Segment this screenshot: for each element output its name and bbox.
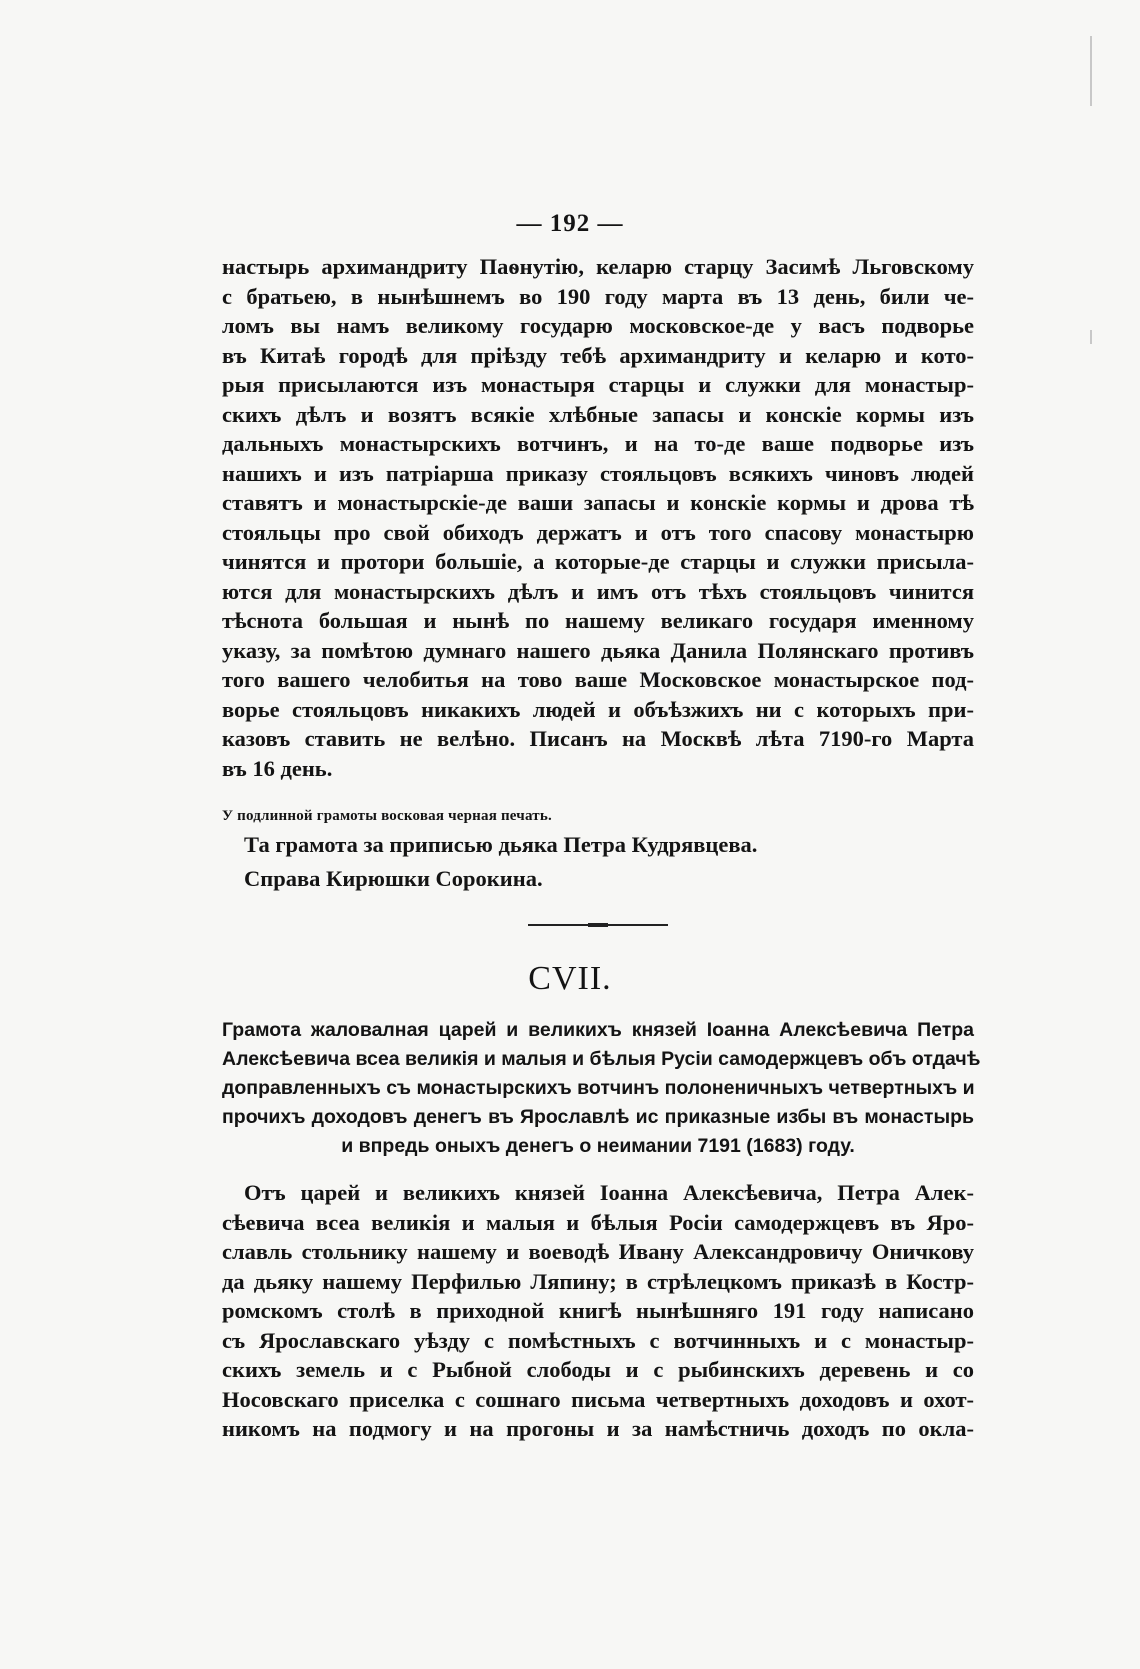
document-heading bbox=[222, 1016, 981, 1161]
text-line: скихъ дѣлъ и возятъ всякіе хлѣбные запасы и конскіе кормы изъ bbox=[222, 401, 974, 427]
text-line: скихъ земель и с Рыбной слободы и с рыбинскихъ деревень и со bbox=[222, 1357, 974, 1382]
text-line: нашихъ и изъ патріарша приказу стояльцовъ всякихъ чиновъ людей bbox=[222, 460, 974, 486]
scan-edge-mark bbox=[1090, 330, 1092, 344]
text-line: съ Ярославскаго уѣзду с помѣстныхъ с вотчинныхъ и с монастыр- bbox=[222, 1327, 974, 1353]
text-line: с братьею, в нынѣшнемъ во 190 году марта въ 13 день, били че- bbox=[222, 283, 974, 309]
text-line: стояльцы про свой обиходъ держатъ и отъ того спасову монастырю bbox=[222, 519, 974, 545]
text-line: ромскомъ столѣ в приходной книгѣ нынѣшняго 191 году написано bbox=[222, 1298, 974, 1323]
continuation-paragraph bbox=[222, 252, 974, 783]
scan-edge-mark bbox=[1090, 36, 1092, 106]
text-line: въ 16 день. bbox=[222, 755, 333, 781]
page-number: — 192 — bbox=[516, 210, 624, 237]
text-line: того вашего челобитья на тово ваше Московское монастырское под- bbox=[222, 667, 974, 692]
text-line: славль стольнику нашему и воеводѣ Ивану Александровичу Оничкову bbox=[222, 1239, 974, 1264]
closing-line-corrector: Справа Кирюшки Сорокина. bbox=[244, 866, 543, 891]
text-line: Носовскаго приселка с сошнаго письма четвертныхъ доходовъ и охот- bbox=[222, 1386, 974, 1412]
heading-line: прочихъ доходовъ денегъ въ Ярославлѣ ис приказные избы въ монастырь bbox=[222, 1106, 974, 1128]
text-line: настырь архимандриту Паѳнутію, келарю старцу Засимѣ Льговскому bbox=[222, 254, 974, 279]
text-line: указу, за помѣтою думнаго нашего дьяка Данила Полянскаго противъ bbox=[222, 637, 974, 663]
heading-line: доправленныхъ съ монастырскихъ вотчинъ полоненичныхъ четвертныхъ и bbox=[222, 1077, 975, 1099]
closing-line-clerk: Та грамота за приписью дьяка Петра Кудрявцева. bbox=[244, 832, 758, 857]
text-line: тѣснота большая и нынѣ по нашему великаго государя именному bbox=[222, 608, 974, 633]
text-line: казовъ ставить не велѣно. Писанъ на Москвѣ лѣта 7190-го Марта bbox=[222, 726, 974, 751]
text-line: дальныхъ монастырскихъ вотчинъ, и на то-де ваше подворье изъ bbox=[222, 431, 974, 456]
text-line: въ Китаѣ городѣ для пріѣзду тебѣ архимандриту и келарю и кото- bbox=[222, 342, 974, 368]
text-line: сѣевича всеа великія и малыя и бѣлыя Росіи самодержцевъ въ Яро- bbox=[222, 1209, 974, 1235]
text-line: ломъ вы намъ великому государю московское-де у васъ подворье bbox=[222, 313, 974, 338]
text-line: ставятъ и монастырскіе-де ваши запасы и конскіе кормы и дрова тѣ bbox=[222, 490, 974, 515]
text-line: Отъ царей и великихъ князей Іоанна Алексѣевича, Петра Алек- bbox=[244, 1180, 974, 1205]
heading-line: и впредь оныхъ денегъ о неимании 7191 (1683) году. bbox=[341, 1135, 855, 1157]
heading-line: Грамота жаловалная царей и великихъ князей Іоанна Алексѣевича Петра bbox=[222, 1019, 974, 1041]
text-line: рыя присылаются изъ монастыря старцы и служки для монастыр- bbox=[222, 372, 974, 397]
intro-paragraph bbox=[222, 1178, 974, 1444]
text-line: ворье стояльцовъ никакихъ людей и объѣзжихъ ни с которыхъ при- bbox=[222, 696, 974, 722]
text-line: чинятся и протори большіе, а которые-де старцы и служки присыла- bbox=[222, 549, 974, 574]
seal-note: У подлинной грамоты восковая черная печать. bbox=[222, 808, 552, 824]
heading-line: Алексѣевича всеа великія и малыя и бѣлыя Русіи самодержцевъ объ отдачѣ bbox=[222, 1048, 981, 1070]
text-line: ются для монастырскихъ дѣлъ и имъ отъ тѣхъ стояльцовъ чинится bbox=[222, 578, 974, 604]
text-line: никомъ на подмогу и на прогоны и за намѣстничь доходъ по окла- bbox=[222, 1416, 974, 1441]
text-line: да дьяку нашему Перфилью Ляпину; в стрѣлецкомъ приказѣ в Костр- bbox=[222, 1268, 974, 1294]
section-divider bbox=[528, 924, 668, 926]
section-number: CVII. bbox=[528, 960, 612, 997]
